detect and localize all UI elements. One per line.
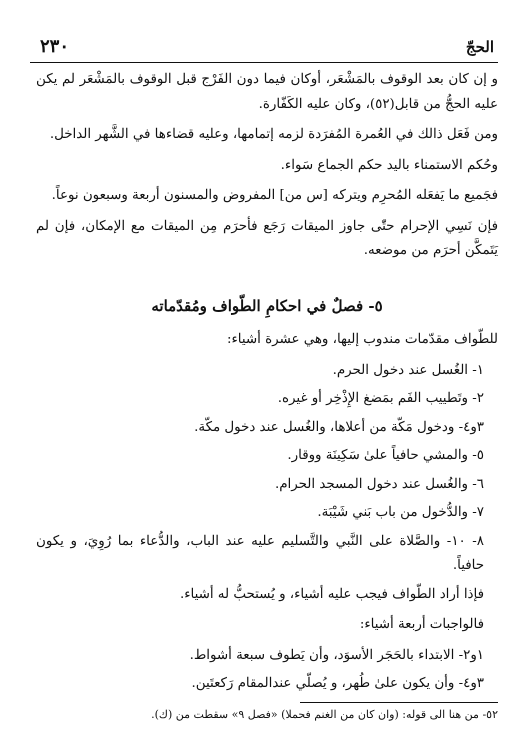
paragraph: فإن نَسِي الإحرام حتّٰى جاوز الميقات رَجَع فأحرَم مِن الميقات مع الإمكان، فإن لم يَتَمكَّن أحرَم من موضعه.: [36, 218, 498, 258]
paragraph: فجَميع ما يَفعَله المُحرِم ويتركه [س من] المفروض والمسنون أربعة وسبعون نوعاً.: [51, 188, 498, 203]
list-item: ١- الغُسل عند دخول الحرم.: [332, 362, 484, 378]
footnote-divider: [300, 702, 498, 703]
paragraph: و إن كان بعد الوقوف بالمَشْعَر، أوكان فيما دون الفَرْج قبل الوقوف بالمَشْعَر لم يكن عليه الحجُّ من قابل(٥٢)، وكان عليه الكَفّارة.: [36, 72, 498, 112]
intro-paragraph: للطّواف مقدّمات مندوب إليها، وهي عشرة أشياء:: [226, 332, 498, 347]
list-item: ٨- ١٠- والصَّلاة على النَّبي والتَّسليم عليه عند الباب، والدُّعاء بما رُوِيَ، و يكون حافياً.: [36, 533, 484, 573]
footnote: ٥٢- من هنا الى قوله: (وان كان من الغنم فحملا) «فصل ٩» سقطت من (ك).: [151, 708, 498, 721]
running-title: الحجّ: [465, 38, 494, 56]
paragraph: فإذا أراد الطّواف فيجب عليه أشياء، و يُستحبُّ له أشياء.: [179, 586, 484, 602]
paragraph: فالواجبات أربعة أشياء:: [359, 617, 484, 632]
paragraph: وحُكم الاستمناء باليد حكم الجماع سَواء.: [280, 157, 498, 173]
page-header: [30, 36, 498, 63]
list-item: ٣و٤- ودخول مَكّة من أعلاها، والغُسل عند دخول مكّة.: [194, 419, 484, 435]
page-number: ٢٣٠: [40, 36, 70, 57]
list-item: ٧- والدُّخول من باب بَني شَيْبَة.: [317, 505, 484, 520]
duty-item: ٣و٤- وأن يكون علىٰ طُهر، و يُصلّي عندالمقام رَكعتَين.: [191, 676, 484, 691]
page-body: [36, 68, 498, 701]
duty-item: ١و٢- الابتداء بالحَجَر الأسوَد، وأن يَطوف سبعة أشواط.: [189, 647, 484, 663]
section-heading: ٥- فصلٌ في احكامِ الطّواف ومُقدّماته: [151, 296, 383, 315]
paragraph: ومن فَعَل ذالك في العُمرة المُفرَدة لزمه إتمامها، وعليه قضاءها في الشَّهر الداخل.: [49, 127, 498, 142]
list-item: ٦- والغُسل عند دخول المسجد الحرام.: [274, 476, 484, 492]
list-item: ٥- والمشي حافياً علىٰ سَكِينَة ووقار.: [287, 448, 484, 463]
list-item: ٢- وتَطييب الفَم بمَضغ الإِذْخِر أو غيره.: [277, 391, 484, 406]
